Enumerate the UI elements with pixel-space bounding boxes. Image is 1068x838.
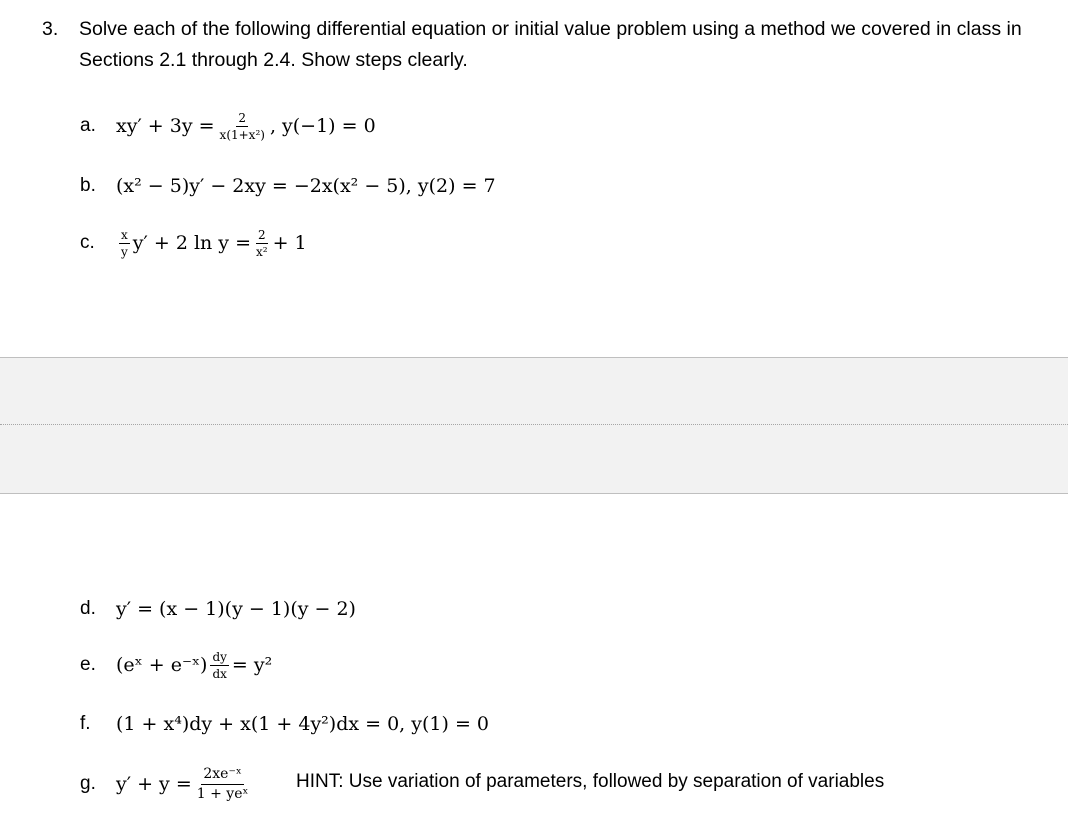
item-g-hint: HINT: Use variation of parameters, followed by separation of variables xyxy=(296,771,885,792)
item-g-equation xyxy=(116,766,253,803)
item-e-denominator: dx xyxy=(212,666,227,681)
item-g-fraction xyxy=(195,766,251,803)
item-g xyxy=(80,764,253,804)
item-b-equation: (x² − 5)y′ − 2xy = −2x(x² − 5), y(2) = 7 xyxy=(116,175,496,197)
item-a-label: a. xyxy=(80,115,96,136)
item-e-equation xyxy=(116,650,272,681)
item-e xyxy=(80,645,272,685)
problem-instructions: Solve each of the following differential equation or initial value problem using a method we covered in class in Sections 2.1 through 2.4. Show steps clearly. xyxy=(79,18,1022,71)
item-c-tail: + 1 xyxy=(272,232,307,254)
item-g-denominator: 1 + yeˣ xyxy=(196,785,249,802)
item-b xyxy=(80,166,496,206)
item-f-label: f. xyxy=(80,713,91,734)
item-c-equation xyxy=(116,228,307,259)
item-f-equation: (1 + x⁴)dy + x(1 + 4y²)dx = 0, y(1) = 0 xyxy=(116,713,489,735)
problem-number: 3. xyxy=(42,18,59,40)
page-break-divider xyxy=(0,424,1068,425)
item-c-fraction-2-numerator: 2 xyxy=(257,227,266,242)
item-c xyxy=(80,223,307,263)
item-c-middle: y′ + 2 ln y = xyxy=(132,232,252,254)
item-d xyxy=(80,589,356,629)
item-a-lhs: xy′ + 3y = xyxy=(116,115,215,137)
item-e-rhs: = y² xyxy=(231,654,273,676)
item-c-fraction-1 xyxy=(119,228,130,259)
page-break-band xyxy=(0,357,1068,494)
item-c-fraction-1-numerator: x xyxy=(121,227,128,242)
item-e-label: e. xyxy=(80,654,96,675)
item-g-lhs: y′ + y = xyxy=(116,773,192,795)
item-a xyxy=(80,106,376,146)
item-c-fraction-2 xyxy=(254,228,270,259)
item-a-equation xyxy=(116,111,376,142)
item-g-numerator: 2xe⁻ˣ xyxy=(201,766,243,785)
item-g-label: g. xyxy=(80,773,96,794)
item-e-fraction xyxy=(210,650,228,681)
item-c-fraction-1-denominator: y xyxy=(121,244,128,259)
item-d-equation: y′ = (x − 1)(y − 1)(y − 2) xyxy=(116,598,356,620)
item-c-label: c. xyxy=(80,232,95,253)
item-a-condition: , y(−1) = 0 xyxy=(269,115,376,137)
item-a-denominator: x(1+x²) xyxy=(219,127,265,142)
item-d-label: d. xyxy=(80,598,96,619)
item-c-fraction-2-denominator: x² xyxy=(256,244,268,259)
item-e-numerator: dy xyxy=(212,649,227,664)
item-a-numerator: 2 xyxy=(238,110,247,125)
item-b-label: b. xyxy=(80,175,96,196)
item-f xyxy=(80,704,489,744)
item-e-lhs: (eˣ + e⁻ˣ) xyxy=(116,654,208,676)
item-a-fraction xyxy=(218,111,267,142)
